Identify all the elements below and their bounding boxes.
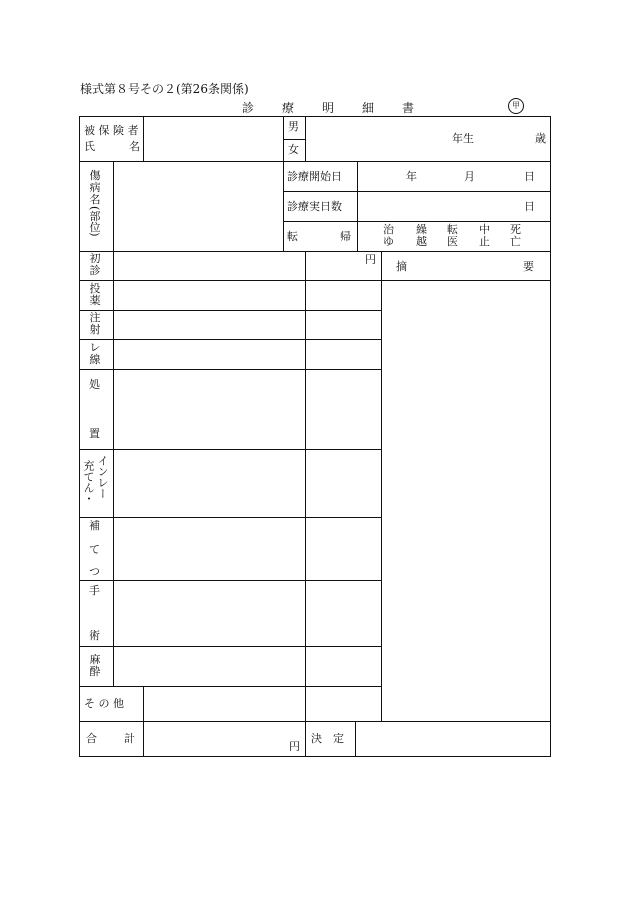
remarks-label-b: 要: [523, 260, 534, 273]
start-day-label: 日: [524, 170, 535, 183]
other-amount-field[interactable]: [306, 687, 381, 721]
row-label-prosthesis-c: つ: [89, 565, 100, 578]
remarks-field[interactable]: [382, 281, 550, 721]
surgery-detail-field[interactable]: [114, 581, 305, 646]
treatment-days-unit: 日: [524, 200, 535, 213]
prosthesis-amount-field[interactable]: [306, 518, 381, 580]
outcome-cure[interactable]: 治: [383, 223, 394, 236]
other-detail-field[interactable]: [144, 687, 305, 721]
start-year-label: 年: [406, 170, 417, 183]
inlay-detail-field[interactable]: [114, 450, 305, 517]
row-label-injection: 注射: [89, 311, 101, 336]
title-char-2: 療: [282, 101, 295, 115]
total-label-a: 合: [86, 732, 97, 745]
decision-field[interactable]: [356, 722, 550, 756]
row-label-other: そ の 他: [84, 697, 124, 710]
age-label: 歳: [535, 132, 546, 145]
outcome-stop-2: 止: [479, 235, 490, 248]
outcome-death[interactable]: 死: [510, 223, 521, 236]
title-char-3: 明: [322, 101, 335, 115]
row-label-inlay: インレー: [96, 455, 109, 499]
prosthesis-detail-field[interactable]: [114, 518, 305, 580]
row-label-procedure-b: 置: [89, 427, 100, 440]
amount-unit-yen: 円: [365, 253, 376, 266]
row-label-medication: 投薬: [89, 282, 101, 307]
male-option[interactable]: 男: [288, 120, 299, 133]
outcome-carryover-2: 越: [416, 235, 427, 248]
injury-name-label: 傷病名: [89, 169, 101, 206]
procedure-detail-field[interactable]: [114, 370, 305, 449]
outcome-transfer[interactable]: 転: [447, 223, 458, 236]
outcome-cure-2: ゆ: [383, 235, 394, 248]
medication-amount-field[interactable]: [306, 281, 381, 310]
title-char-1: 診: [242, 101, 255, 115]
outcome-label-a: 転: [287, 230, 298, 243]
row-label-procedure-a: 処: [89, 378, 100, 391]
decision-label: 決 定: [311, 732, 344, 745]
name-label-b: 名: [129, 140, 140, 153]
start-month-label: 月: [464, 170, 475, 183]
outcome-stop[interactable]: 中: [479, 223, 490, 236]
surgery-amount-field[interactable]: [306, 581, 381, 646]
first-visit-detail-field[interactable]: [114, 252, 305, 280]
row-label-surgery-b: 術: [89, 629, 100, 642]
injection-detail-field[interactable]: [114, 311, 305, 339]
treatment-days-label: 診療実日数: [287, 200, 342, 213]
first-visit-amount-field[interactable]: [306, 252, 381, 280]
stamp-icon: 甲: [508, 98, 524, 114]
injury-name-field[interactable]: [114, 162, 283, 251]
injection-amount-field[interactable]: [306, 311, 381, 339]
xray-amount-field[interactable]: [306, 340, 381, 369]
form-number: 様式第８号その２(第26条関係): [80, 82, 249, 96]
start-date-label: 診療開始日: [287, 170, 342, 183]
anesthesia-amount-field[interactable]: [306, 647, 381, 686]
row-label-prosthesis-b: て: [89, 543, 100, 556]
female-option[interactable]: 女: [288, 143, 299, 156]
row-label-xray: レ線: [89, 341, 101, 366]
injury-part-label: (部位): [88, 206, 101, 237]
xray-detail-field[interactable]: [114, 340, 305, 369]
inlay-amount-field[interactable]: [306, 450, 381, 517]
procedure-amount-field[interactable]: [306, 370, 381, 449]
row-label-first-visit: 初診: [89, 252, 101, 277]
row-label-filling: 充てん・: [82, 460, 95, 504]
insured-label: 被 保 険 者: [84, 124, 139, 137]
patient-name-field[interactable]: [144, 117, 283, 161]
birth-year-label: 年生: [452, 132, 474, 145]
title-char-5: 書: [402, 101, 415, 115]
outcome-death-2: 亡: [510, 235, 521, 248]
anesthesia-detail-field[interactable]: [114, 647, 305, 686]
outcome-transfer-2: 医: [447, 235, 458, 248]
row-label-prosthesis-a: 補: [89, 519, 100, 532]
remarks-label-a: 摘: [396, 260, 407, 273]
total-amount-field[interactable]: [144, 722, 305, 756]
total-label-b: 計: [124, 732, 135, 745]
outcome-carryover[interactable]: 繰: [416, 223, 427, 236]
row-label-surgery-a: 手: [89, 584, 100, 597]
title-char-4: 細: [362, 101, 375, 115]
medication-detail-field[interactable]: [114, 281, 305, 310]
row-label-anesthesia: 麻酔: [89, 653, 101, 678]
name-label-a: 氏: [84, 140, 95, 153]
outcome-label-b: 帰: [340, 230, 351, 243]
total-yen-label: 円: [289, 740, 300, 753]
